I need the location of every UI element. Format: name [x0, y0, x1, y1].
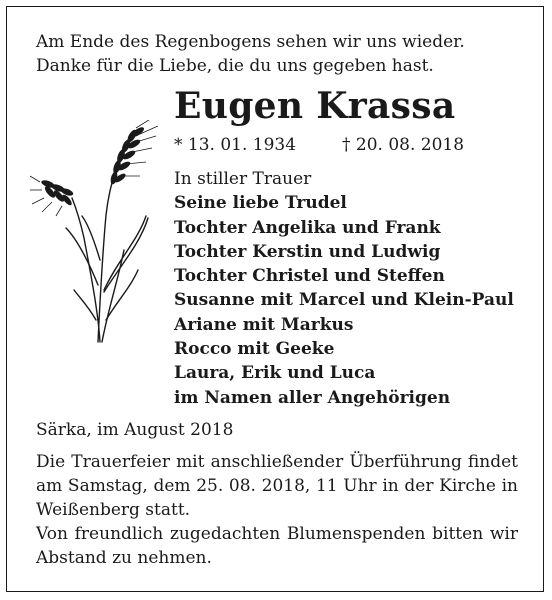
- mourner-name: Susanne mit Marcel und Klein-Paul: [174, 290, 514, 311]
- mourner-name: Tochter Christel und Steffen: [174, 266, 445, 287]
- mourner-name: im Namen aller Angehörigen: [174, 387, 451, 408]
- funeral-info-paragraph-2: Von freundlich zugedachten Blumenspenden bitten wir Abstand zu nehmen.: [36, 524, 518, 568]
- deceased-name: Eugen Krassa: [174, 85, 456, 127]
- mourner-name: Ariane mit Markus: [174, 314, 354, 335]
- wheat-ears-icon: [28, 120, 168, 345]
- mourner-name: Laura, Erik und Luca: [174, 363, 376, 384]
- birth-date: * 13. 01. 1934: [174, 135, 297, 155]
- funeral-info-paragraph-1: Die Trauerfeier mit anschließender Überführung findet am Samstag, dem 25. 08. 2018, 11 Uhr in der Kirche in Weißenberg statt.: [36, 452, 518, 520]
- place-date: Särka, im August 2018: [36, 420, 234, 440]
- life-dates: [174, 134, 465, 156]
- mourners-intro: In stiller Trauer: [174, 169, 312, 189]
- mourner-name: Tochter Angelika und Frank: [174, 217, 441, 238]
- mourners-list: [174, 167, 514, 410]
- intro-line-2: Danke für die Liebe, die du uns gegeben hast.: [36, 56, 434, 76]
- mourner-name: Seine liebe Trudel: [174, 193, 347, 214]
- death-date: † 20. 08. 2018: [342, 135, 465, 155]
- mourner-name: Rocco mit Geeke: [174, 339, 335, 360]
- intro-line-1: Am Ende des Regenbogens sehen wir uns wieder.: [36, 32, 465, 52]
- intro-verse: [36, 30, 465, 78]
- funeral-info: [36, 450, 518, 570]
- mourner-name: Tochter Kerstin und Ludwig: [174, 241, 441, 262]
